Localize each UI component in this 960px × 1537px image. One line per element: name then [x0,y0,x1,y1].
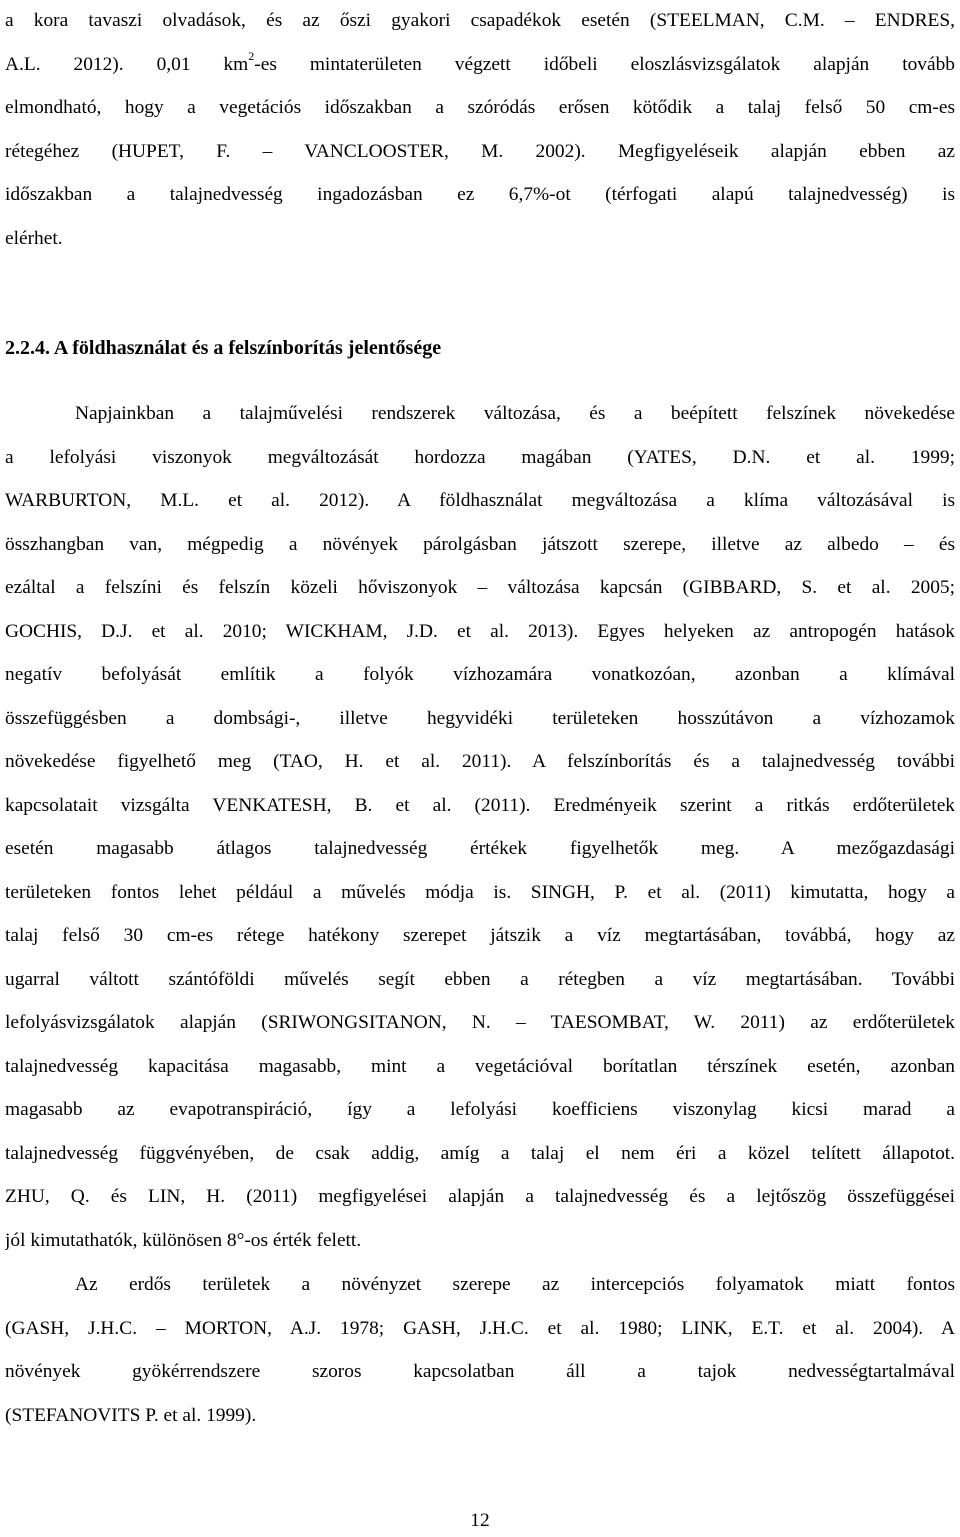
text-line: esetén magasabb átlagos talajnedvesség értékek figyelhetők meg. A mezőgazdasági [5,838,955,859]
text-line: elérhet. [5,227,63,249]
text-line: növények gyökérrendszere szoros kapcsolatban áll a tajok nedvességtartalmával [5,1361,955,1382]
text-line: lefolyásvizsgálatok alapján (SRIWONGSITANON, N. – TAESOMBAT, W. 2011) az erdőterületek [5,1012,955,1033]
text-line: talajnedvesség kapacitása magasabb, mint a vegetációval borítatlan térszínek esetén, azonban [5,1055,955,1077]
text-line: ZHU, Q. és LIN, H. (2011) megfigyelései alapján a talajnedvesség és a lejtőszög összefüggései [5,1186,955,1207]
text-line: rétegéhez (HUPET, F. – VANCLOOSTER, M. 2002). Megfigyeléseik alapján ebben az [5,140,955,162]
paragraph-1 [5,0,955,260]
text-line: GOCHIS, D.J. et al. 2010; WICKHAM, J.D. et al. 2013). Egyes helyeken az antropogén hatások [5,620,955,642]
text-line: ugarral váltott szántóföldi művelés segít ebben a rétegben a víz megtartásában. További [5,968,955,990]
text-line: magasabb az evapotranspiráció, így a lefolyási koefficiens viszonylag kicsi marad a [5,1099,955,1120]
text-line: kapcsolatait vizsgálta VENKATESH, B. et al. (2011). Eredményeik szerint a ritkás erdőterületek [5,794,955,816]
paragraph-2 [5,392,955,1262]
text-line: talajnedvesség függvényében, de csak addig, amíg a talaj el nem éri a közel telített állapotot. [5,1142,955,1164]
text-span: -es mintaterületen végzett időbeli eloszlásvizsgálatok alapján tovább [254,53,955,75]
text-line: WARBURTON, M.L. et al. 2012). A földhasználat megváltozása a klíma változásával is [5,490,955,511]
text-line: elmondható, hogy a vegetációs időszakban a szóródás erősen kötődik a talaj felső 50 cm-es [5,97,955,118]
text-line: ezáltal a felszíni és felszín közeli hőviszonyok – változása kapcsán (GIBBARD, S. et al. 2005; [5,577,955,598]
text-line: időszakban a talajnedvesség ingadozásban ez 6,7%-ot (térfogati alapú talajnedvesség) is [5,184,955,205]
paragraph-3 [5,1263,955,1437]
text-line: összhangban van, mégpedig a növények párolgásban játszott szerepe, illetve az albedo – és [5,533,955,555]
text-line: (STEFANOVITS P. et al. 1999). [5,1404,257,1426]
page-number: 12 [470,1510,490,1531]
section-heading: 2.2.4. A földhasználat és a felszínborítás jelentősége [5,337,442,359]
text-line: összefüggésben a dombsági-, illetve hegyvidéki területeken hosszútávon a vízhozamok [5,707,955,729]
text-span: A.L. 2012). 0,01 km [5,53,249,75]
text-line: növekedése figyelhető meg (TAO, H. et al. 2011). A felszínborítás és a talajnedvesség további [5,751,955,772]
text-line: területeken fontos lehet például a művelés módja is. SINGH, P. et al. (2011) kimutatta, hogy a [5,881,955,903]
text-line: (GASH, J.H.C. – MORTON, A.J. 1978; GASH, J.H.C. et al. 1980; LINK, E.T. et al. 2004). A [5,1317,955,1339]
text-line: jól kimutathatók, különösen 8°-os érték felett. [5,1229,362,1251]
text-line: a lefolyási viszonyok megváltozását hordozza magában (YATES, D.N. et al. 1999; [5,446,955,468]
text-line [5,43,955,87]
text-line: Napjainkban a talajművelési rendszerek változása, és a beépített felszínek növekedése [75,403,955,424]
text-line: negatív befolyását említik a folyók vízhozamára vonatkozóan, azonban a klímával [5,664,955,685]
text-line: a kora tavaszi olvadások, és az őszi gyakori csapadékok esetén (STEELMAN, C.M. – ENDRES, [5,10,955,31]
superscript: 2 [248,49,255,64]
text-line: Az erdős területek a növényzet szerepe az intercepciós folyamatok miatt fontos [75,1274,955,1295]
text-line: talaj felső 30 cm-es rétege hatékony szerepet játszik a víz megtartásában, továbbá, hogy az [5,925,955,946]
